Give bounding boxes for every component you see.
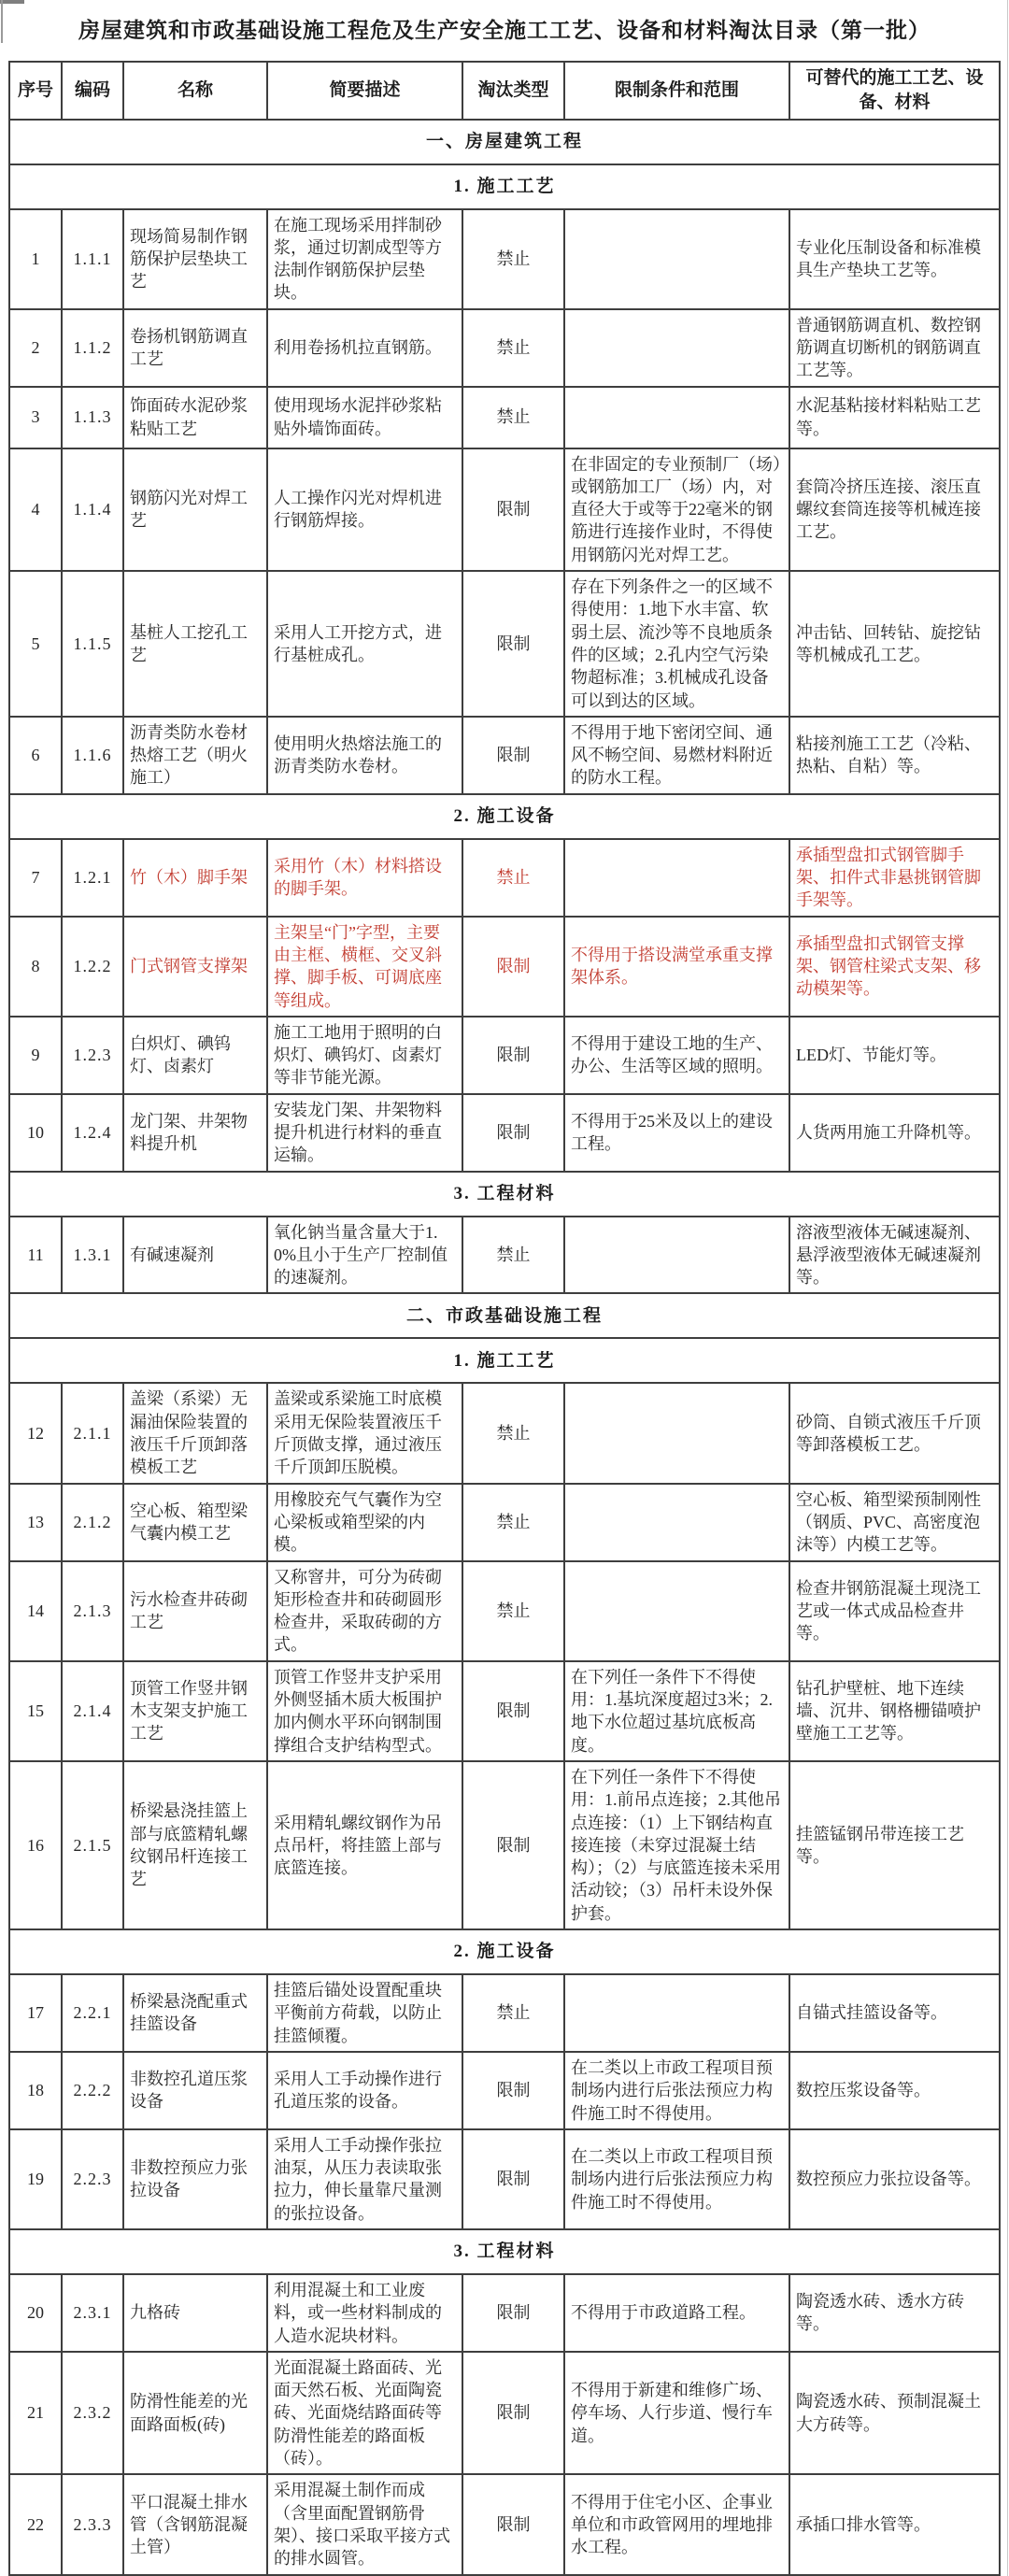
section-row xyxy=(9,120,1000,164)
row-index: 7 xyxy=(9,839,62,917)
row-index: 4 xyxy=(9,448,62,571)
row-alternative: 挂篮锰钢吊带连接工艺等。 xyxy=(789,1761,1000,1929)
row-code: 1.2.1 xyxy=(62,839,123,917)
row-description: 使用现场水泥拌砂浆粘贴外墙饰面砖。 xyxy=(267,387,462,448)
row-code: 2.1.5 xyxy=(62,1761,123,1929)
table-row xyxy=(9,1761,1000,1929)
row-description: 采用人工开挖方式，进行基桩成孔。 xyxy=(267,571,462,717)
row-restriction xyxy=(564,1484,789,1561)
row-ban-type: 限制 xyxy=(462,2474,564,2574)
row-alternative: 空心板、箱型梁预制刚性（钢质、PVC、高密度泡沫等）内模工艺等。 xyxy=(789,1484,1000,1561)
row-name: 基桩人工挖孔工艺 xyxy=(123,571,267,717)
row-code: 1.3.1 xyxy=(62,1217,123,1294)
row-ban-type: 限制 xyxy=(462,1017,564,1094)
row-ban-type: 限制 xyxy=(462,917,564,1017)
row-ban-type: 禁止 xyxy=(462,1217,564,1294)
row-index: 6 xyxy=(9,717,62,794)
table-row xyxy=(9,2274,1000,2352)
row-name: 污水检查井砖砌工艺 xyxy=(123,1561,267,1661)
row-description: 采用精轧螺纹钢作为吊点吊杆，将挂篮上部与底篮连接。 xyxy=(267,1761,462,1929)
row-ban-type: 禁止 xyxy=(462,839,564,917)
row-code: 1.1.5 xyxy=(62,571,123,717)
row-alternative: 数控预应力张拉设备等。 xyxy=(789,2129,1000,2229)
row-code: 1.1.2 xyxy=(62,309,123,387)
row-description: 顶管工作竖井支护采用外侧竖插木质大板围护加内侧水平环向钢制围撑组合支护结构型式。 xyxy=(267,1661,462,1761)
column-header-ban-type: 淘汰类型 xyxy=(462,62,564,120)
row-ban-type: 禁止 xyxy=(462,209,564,309)
row-name: 饰面砖水泥砂浆粘贴工艺 xyxy=(123,387,267,448)
row-description: 光面混凝土路面砖、光面天然石板、光面陶瓷砖、光面烧结路面砖等防滑性能差的路面板（砖）。 xyxy=(267,2352,462,2474)
row-code: 2.1.2 xyxy=(62,1484,123,1561)
row-description: 采用人工手动操作张拉油泵，从压力表读取张拉力，伸长量靠尺量测的张拉设备。 xyxy=(267,2129,462,2229)
row-restriction: 不得用于搭设满堂承重支撑架体系。 xyxy=(564,917,789,1017)
row-index: 18 xyxy=(9,2052,62,2129)
section-row xyxy=(9,1338,1000,1383)
row-description: 挂篮后锚处设置配重块平衡前方荷载，以防止挂篮倾覆。 xyxy=(267,1974,462,2052)
row-description: 采用人工手动操作进行孔道压浆的设备。 xyxy=(267,2052,462,2129)
row-alternative: 自锚式挂篮设备等。 xyxy=(789,1974,1000,2052)
row-name: 有碱速凝剂 xyxy=(123,1217,267,1294)
row-restriction: 在下列任一条件下不得使用：1.前吊点连接；2.其他吊点连接：（1）上下钢结构直接连接（未穿过混凝土结构）；（2）与底篮连接未采用活动铰；（3）吊杆未设外保护套。 xyxy=(564,1761,789,1929)
section-header: 3. 工程材料 xyxy=(9,2229,1000,2274)
table-row xyxy=(9,839,1000,917)
row-code: 1.2.4 xyxy=(62,1094,123,1172)
row-ban-type: 限制 xyxy=(462,571,564,717)
row-alternative: 粘接剂施工工艺（冷粘、热粘、自粘）等。 xyxy=(789,717,1000,794)
row-alternative: 砂筒、自锁式液压千斤顶等卸落模板工艺。 xyxy=(789,1383,1000,1483)
row-index: 20 xyxy=(9,2274,62,2352)
row-description: 施工工地用于照明的白炽灯、碘钨灯、卤素灯等非节能光源。 xyxy=(267,1017,462,1094)
row-code: 2.1.3 xyxy=(62,1561,123,1661)
table-row xyxy=(9,1561,1000,1661)
row-ban-type: 限制 xyxy=(462,1661,564,1761)
row-restriction xyxy=(564,387,789,448)
row-restriction xyxy=(564,839,789,917)
row-alternative: 数控压浆设备等。 xyxy=(789,2052,1000,2129)
table-row xyxy=(9,1017,1000,1094)
section-row xyxy=(9,164,1000,209)
row-index: 3 xyxy=(9,387,62,448)
row-ban-type: 限制 xyxy=(462,2274,564,2352)
row-ban-type: 禁止 xyxy=(462,1561,564,1661)
table-row xyxy=(9,1974,1000,2052)
row-code: 2.2.2 xyxy=(62,2052,123,2129)
row-index: 21 xyxy=(9,2352,62,2474)
row-restriction: 在下列任一条件下不得使用：1.基坑深度超过3米；2.地下水位超过基坑底板高度。 xyxy=(564,1661,789,1761)
table-row xyxy=(9,209,1000,309)
row-index: 19 xyxy=(9,2129,62,2229)
row-description: 氧化钠当量含量大于1.0%且小于生产厂控制值的速凝剂。 xyxy=(267,1217,462,1294)
row-restriction xyxy=(564,1217,789,1294)
row-name: 空心板、箱型梁气囊内模工艺 xyxy=(123,1484,267,1561)
catalog-table-body xyxy=(9,120,1000,2575)
row-restriction: 在非固定的专业预制厂（场）或钢筋加工厂（场）内，对直径大于或等于22毫米的钢筋进行连接作业时，不得使用钢筋闪光对焊工艺。 xyxy=(564,448,789,571)
table-row xyxy=(9,448,1000,571)
table-row xyxy=(9,2052,1000,2129)
row-index: 15 xyxy=(9,1661,62,1761)
row-ban-type: 禁止 xyxy=(462,1974,564,2052)
table-row xyxy=(9,1661,1000,1761)
row-restriction: 不得用于市政道路工程。 xyxy=(564,2274,789,2352)
row-alternative: 陶瓷透水砖、预制混凝土大方砖等。 xyxy=(789,2352,1000,2474)
row-ban-type: 限制 xyxy=(462,2352,564,2474)
row-name: 九格砖 xyxy=(123,2274,267,2352)
row-alternative: 陶瓷透水砖、透水方砖等。 xyxy=(789,2274,1000,2352)
row-code: 1.1.4 xyxy=(62,448,123,571)
row-description: 人工操作闪光对焊机进行钢筋焊接。 xyxy=(267,448,462,571)
row-alternative: 检查井钢筋混凝土现浇工艺或一体式成品检查井等。 xyxy=(789,1561,1000,1661)
row-index: 2 xyxy=(9,309,62,387)
row-index: 11 xyxy=(9,1217,62,1294)
table-row xyxy=(9,1217,1000,1294)
row-ban-type: 禁止 xyxy=(462,1484,564,1561)
row-alternative: 钻孔护壁桩、地下连续墙、沉井、钢格栅锚喷护壁施工工艺等。 xyxy=(789,1661,1000,1761)
row-index: 8 xyxy=(9,917,62,1017)
row-code: 2.3.3 xyxy=(62,2474,123,2574)
row-name: 非数控孔道压浆设备 xyxy=(123,2052,267,2129)
row-name: 白炽灯、碘钨灯、卤素灯 xyxy=(123,1017,267,1094)
row-restriction xyxy=(564,1974,789,2052)
row-alternative: 冲击钻、回转钻、旋挖钻等机械成孔工艺。 xyxy=(789,571,1000,717)
row-index: 22 xyxy=(9,2474,62,2574)
row-name: 竹（木）脚手架 xyxy=(123,839,267,917)
section-header: 一、房屋建筑工程 xyxy=(9,120,1000,164)
row-index: 14 xyxy=(9,1561,62,1661)
document-title: 房屋建筑和市政基础设施工程危及生产安全施工工艺、设备和材料淘汰目录（第一批） xyxy=(78,19,931,42)
table-row xyxy=(9,387,1000,448)
row-description: 使用明火热熔法施工的沥青类防水卷材。 xyxy=(267,717,462,794)
row-description: 利用混凝土和工业废料，或一些材料制成的人造水泥块材料。 xyxy=(267,2274,462,2352)
row-name: 顶管工作竖井钢木支架支护施工工艺 xyxy=(123,1661,267,1761)
row-ban-type: 限制 xyxy=(462,2129,564,2229)
scan-edge-artifact-right xyxy=(1007,0,1008,2576)
row-alternative: 套筒冷挤压连接、滚压直螺纹套筒连接等机械连接工艺。 xyxy=(789,448,1000,571)
row-index: 17 xyxy=(9,1974,62,2052)
row-restriction: 不得用于地下密闭空间、通风不畅空间、易燃材料附近的防水工程。 xyxy=(564,717,789,794)
column-header-alternative: 可替代的施工工艺、设备、材料 xyxy=(789,62,1000,120)
row-alternative: LED灯、节能灯等。 xyxy=(789,1017,1000,1094)
row-code: 2.1.4 xyxy=(62,1661,123,1761)
row-code: 2.3.2 xyxy=(62,2352,123,2474)
scan-edge-artifact-top xyxy=(0,0,24,4)
row-code: 2.1.1 xyxy=(62,1383,123,1483)
row-restriction: 不得用于住宅小区、企事业单位和市政管网用的埋地排水工程。 xyxy=(564,2474,789,2574)
row-ban-type: 禁止 xyxy=(462,1383,564,1483)
row-index: 5 xyxy=(9,571,62,717)
row-alternative: 水泥基粘接材料粘贴工艺等。 xyxy=(789,387,1000,448)
row-index: 12 xyxy=(9,1383,62,1483)
row-name: 桥梁悬浇配重式挂篮设备 xyxy=(123,1974,267,2052)
table-row xyxy=(9,917,1000,1017)
row-restriction: 存在下列条件之一的区域不得使用：1.地下水丰富、软弱土层、流沙等不良地质条件的区域；2.孔内空气污染物超标准；3.机械成孔设备可以到达的区域。 xyxy=(564,571,789,717)
row-index: 16 xyxy=(9,1761,62,1929)
row-description: 盖梁或系梁施工时底模采用无保险装置液压千斤顶做支撑，通过液压千斤顶卸压脱模。 xyxy=(267,1383,462,1483)
row-code: 2.2.1 xyxy=(62,1974,123,2052)
row-alternative: 普通钢筋调直机、数控钢筋调直切断机的钢筋调直工艺等。 xyxy=(789,309,1000,387)
table-header-row xyxy=(9,62,1000,120)
row-description: 采用混凝土制作而成（含里面配置钢筋骨架）、接口采取平接方式的排水圆管。 xyxy=(267,2474,462,2574)
row-index: 9 xyxy=(9,1017,62,1094)
row-name: 非数控预应力张拉设备 xyxy=(123,2129,267,2229)
row-index: 1 xyxy=(9,209,62,309)
row-restriction: 不得用于建设工地的生产、办公、生活等区域的照明。 xyxy=(564,1017,789,1094)
section-header: 1. 施工工艺 xyxy=(9,1338,1000,1383)
row-code: 2.3.1 xyxy=(62,2274,123,2352)
section-header: 二、市政基础设施工程 xyxy=(9,1293,1000,1338)
section-row xyxy=(9,1293,1000,1338)
table-row xyxy=(9,309,1000,387)
row-description: 在施工现场采用拌制砂浆，通过切割成型等方法制作钢筋保护层垫块。 xyxy=(267,209,462,309)
row-index: 10 xyxy=(9,1094,62,1172)
table-row xyxy=(9,717,1000,794)
column-header-name: 名称 xyxy=(123,62,267,120)
row-description: 采用竹（木）材料搭设的脚手架。 xyxy=(267,839,462,917)
row-name: 门式钢管支撑架 xyxy=(123,917,267,1017)
section-header: 2. 施工设备 xyxy=(9,794,1000,839)
row-ban-type: 限制 xyxy=(462,448,564,571)
row-code: 1.1.3 xyxy=(62,387,123,448)
row-restriction: 不得用于新建和维修广场、停车场、人行步道、慢行车道。 xyxy=(564,2352,789,2474)
table-row xyxy=(9,1383,1000,1483)
row-restriction: 在二类以上市政工程项目预制场内进行后张法预应力构件施工时不得使用。 xyxy=(564,2129,789,2229)
row-name: 沥青类防水卷材热熔工艺（明火施工） xyxy=(123,717,267,794)
table-row xyxy=(9,1484,1000,1561)
row-name: 现场简易制作钢筋保护层垫块工艺 xyxy=(123,209,267,309)
section-header: 3. 工程材料 xyxy=(9,1172,1000,1217)
row-name: 防滑性能差的光面路面板(砖) xyxy=(123,2352,267,2474)
row-code: 1.1.6 xyxy=(62,717,123,794)
row-alternative: 承插口排水管等。 xyxy=(789,2474,1000,2574)
row-restriction: 不得用于25米及以上的建设工程。 xyxy=(564,1094,789,1172)
column-header-restriction: 限制条件和范围 xyxy=(564,62,789,120)
row-name: 桥梁悬浇挂篮上部与底篮精轧螺纹钢吊杆连接工艺 xyxy=(123,1761,267,1929)
scan-edge-artifact-left xyxy=(1,0,3,43)
row-alternative: 承插型盘扣式钢管脚手架、扣件式非悬挑钢管脚手架等。 xyxy=(789,839,1000,917)
row-name: 龙门架、井架物料提升机 xyxy=(123,1094,267,1172)
section-row xyxy=(9,1172,1000,1217)
section-row xyxy=(9,794,1000,839)
row-restriction: 在二类以上市政工程项目预制场内进行后张法预应力构件施工时不得使用。 xyxy=(564,2052,789,2129)
table-row xyxy=(9,1094,1000,1172)
row-code: 1.2.3 xyxy=(62,1017,123,1094)
row-ban-type: 禁止 xyxy=(462,309,564,387)
row-alternative: 专业化压制设备和标准模具生产垫块工艺等。 xyxy=(789,209,1000,309)
row-restriction xyxy=(564,1561,789,1661)
row-alternative: 溶液型液体无碱速凝剂、悬浮液型液体无碱速凝剂等。 xyxy=(789,1217,1000,1294)
row-ban-type: 禁止 xyxy=(462,387,564,448)
table-row xyxy=(9,2352,1000,2474)
elimination-catalog-table xyxy=(8,61,1001,2576)
section-header: 1. 施工工艺 xyxy=(9,164,1000,209)
row-description: 安装龙门架、井架物料提升机进行材料的垂直运输。 xyxy=(267,1094,462,1172)
row-name: 平口混凝土排水管（含钢筋混凝土管） xyxy=(123,2474,267,2574)
column-header-index: 序号 xyxy=(9,62,62,120)
section-row xyxy=(9,2229,1000,2274)
row-ban-type: 限制 xyxy=(462,717,564,794)
row-code: 1.1.1 xyxy=(62,209,123,309)
table-row xyxy=(9,2129,1000,2229)
row-restriction xyxy=(564,309,789,387)
row-ban-type: 限制 xyxy=(462,1094,564,1172)
row-ban-type: 限制 xyxy=(462,1761,564,1929)
row-name: 盖梁（系梁）无漏油保险装置的液压千斤顶卸落模板工艺 xyxy=(123,1383,267,1483)
row-ban-type: 限制 xyxy=(462,2052,564,2129)
row-restriction xyxy=(564,209,789,309)
row-description: 用橡胶充气气囊作为空心梁板或箱型梁的内模。 xyxy=(267,1484,462,1561)
row-description: 利用卷扬机拉直钢筋。 xyxy=(267,309,462,387)
column-header-description: 简要描述 xyxy=(267,62,462,120)
row-index: 13 xyxy=(9,1484,62,1561)
row-restriction xyxy=(564,1383,789,1483)
column-header-code: 编码 xyxy=(62,62,123,120)
row-description: 主架呈“门”字型，主要由主框、横框、交叉斜撑、脚手板、可调底座等组成。 xyxy=(267,917,462,1017)
table-row xyxy=(9,2474,1000,2574)
row-alternative: 承插型盘扣式钢管支撑架、钢管柱梁式支架、移动模架等。 xyxy=(789,917,1000,1017)
row-code: 2.2.3 xyxy=(62,2129,123,2229)
section-row xyxy=(9,1929,1000,1974)
section-header: 2. 施工设备 xyxy=(9,1929,1000,1974)
row-name: 卷扬机钢筋调直工艺 xyxy=(123,309,267,387)
table-row xyxy=(9,571,1000,717)
row-code: 1.2.2 xyxy=(62,917,123,1017)
row-alternative: 人货两用施工升降机等。 xyxy=(789,1094,1000,1172)
row-description: 又称窨井，可分为砖砌矩形检查井和砖砌圆形检查井，采取砖砌的方式。 xyxy=(267,1561,462,1661)
row-name: 钢筋闪光对焊工艺 xyxy=(123,448,267,571)
